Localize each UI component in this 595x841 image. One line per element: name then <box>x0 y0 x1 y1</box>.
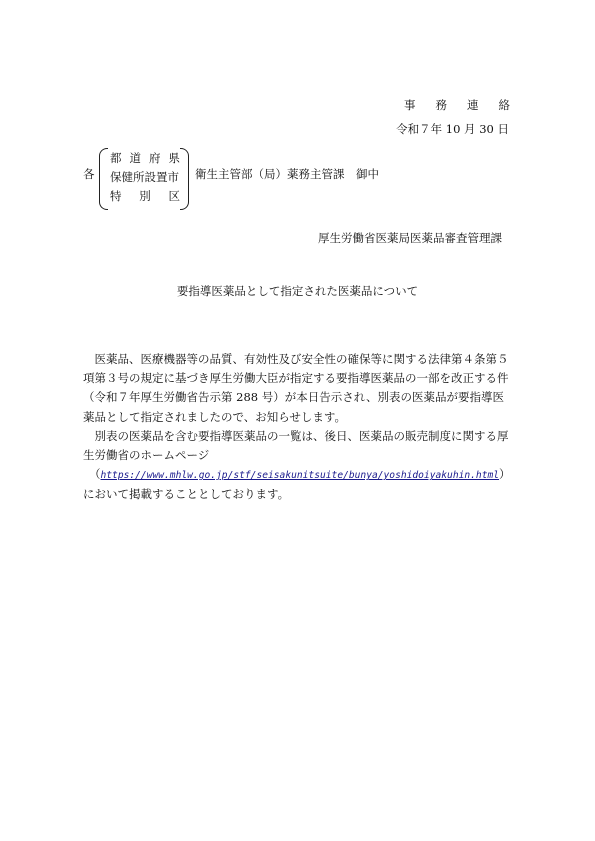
doc-type-char: 絡 <box>498 98 510 112</box>
doc-type-char: 務 <box>435 98 447 112</box>
addressee-char: 道 <box>129 151 141 165</box>
addressee-char: 区 <box>168 189 180 203</box>
document-type-label <box>404 97 510 113</box>
sender-department: 厚生労働省医薬局医薬品審査管理課 <box>318 231 502 245</box>
document-subject: 要指導医薬品として指定された医薬品について <box>176 284 419 298</box>
document-body <box>83 350 515 505</box>
addressee-line-health-center-cities <box>110 169 180 185</box>
addressee-char: 府 <box>149 151 161 165</box>
body-paragraph-2-end: において掲載することとしております。 <box>83 487 290 502</box>
body-paragraph-2: 別表の医薬品を含む要指導医薬品の一覧は、後日、医薬品の販売制度に関する厚生労働省のホームページ <box>83 428 509 463</box>
url-open-paren: （ <box>89 467 101 482</box>
ministry-homepage-link[interactable]: https://www.mhlw.go.jp/stf/seisakunitsuite/bunya/yoshidoiyakuhin.html <box>100 470 500 482</box>
doc-type-char: 連 <box>467 98 479 112</box>
url-line <box>89 465 515 485</box>
addressee-char: 特 <box>110 189 122 203</box>
left-bracket <box>99 148 108 210</box>
addressee-prefix: 各 <box>83 167 95 181</box>
addressee-char: 都 <box>110 151 122 165</box>
addressee-char: 県 <box>168 151 180 165</box>
addressee-text: 保健所設置市 <box>110 170 179 184</box>
body-paragraph-1: 医薬品、医療機器等の品質、有効性及び安全性の確保等に関する法律第４条第５項第３号の規定に基づき厚生労働大臣が指定する要指導医薬品の一部を改正する件（令和７年厚生労働省告示第 288 号）が本日告示され、別表の医薬品が要指導医薬品として指定されましたので、お知らせします。 <box>83 352 509 424</box>
addressee-line-prefectures <box>110 150 180 166</box>
doc-type-char: 事 <box>404 98 416 112</box>
addressee-line-special-wards <box>110 188 180 204</box>
addressee-char: 別 <box>139 189 151 203</box>
recipient-department: 衛生主管部（局）薬務主管課 御中 <box>195 167 379 181</box>
url-close-paren: ） <box>499 467 511 482</box>
document-date: 令和７年 10 月 30 日 <box>396 122 509 136</box>
right-bracket <box>180 148 189 210</box>
